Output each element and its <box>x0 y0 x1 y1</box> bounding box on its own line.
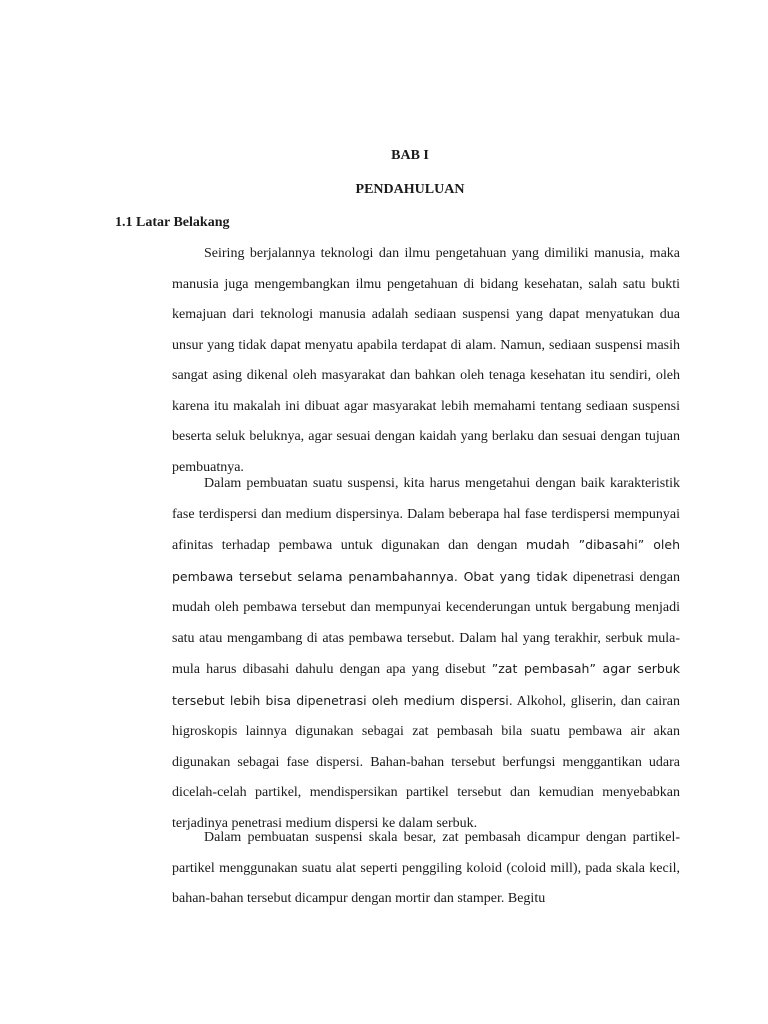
paragraph-2-part-a: Dalam pembuatan suatu suspensi, kita harus mengetahui dengan baik karakteristik fase terdispersi dan medium dispersinya. Dalam beberapa hal fase terdispersi mempunyai afinitas terhadap pembawa untuk digunakan dan dengan <box>172 476 680 553</box>
paragraph-2-part-c: dipenetrasi dengan mudah oleh pembawa tersebut dan mempunyai kecenderungan untuk bergabung menjadi satu atau mengambang di atas pembawa tersebut. Dalam hal yang terakhir, serbuk mula-mula harus dibasahi dahulu dengan apa yang disebut <box>172 569 680 677</box>
paragraph-1: Seiring berjalannya teknologi dan ilmu pengetahuan yang dimiliki manusia, maka manusia juga mengembangkan ilmu pengetahuan di bidang kesehatan, salah satu bukti kemajuan dari teknologi manusia adalah sediaan suspensi yang dapat menyatukan dua unsur yang tidak dapat menyatu apabila terdapat di alam. Namun, sediaan suspensi masih sangat asing dikenal oleh masyarakat dan bahkan oleh tenaga kesehatan itu sendiri, oleh karena itu makalah ini dibuat agar masyarakat lebih memahami tentang sediaan suspensi beserta seluk beluknya, agar sesuai dengan kaidah yang berlaku dan sesuai dengan tujuan pembuatnya. <box>172 246 680 475</box>
paragraph-2-part-d: ”zat pembasah” agar serbuk tersebut lebih bisa dipenetrasi oleh medium dispersi. <box>172 661 680 708</box>
paragraph-2 <box>172 469 680 839</box>
paragraph-2-part-b: mudah ”dibasahi” oleh pembawa tersebut selama penambahannya. Obat yang tidak <box>172 537 680 584</box>
chapter-title: PENDAHULUAN <box>355 182 465 197</box>
chapter-label: BAB I <box>391 148 429 163</box>
paragraph-2-part-e: Alkohol, gliserin, dan cairan higroskopis lainnya digunakan sebagai zat pembasah bila suatu pembawa air akan digunakan sebagai fase dispersi. Bahan-bahan tersebut berfungsi menggantikan udara dicelah-celah partikel, mendispersikan partikel tersebut dan kemudian menyebabkan terjadinya penetrasi medium dispersi ke dalam serbuk. <box>172 693 680 831</box>
paragraph-3: Dalam pembuatan suspensi skala besar, zat pembasah dicampur dengan partikel-partikel menggunakan suatu alat seperti penggiling koloid (coloid mill), pada skala kecil, bahan-bahan tersebut dicampur dengan mortir dan stamper. Begitu <box>172 830 680 906</box>
section-heading: 1.1 Latar Belakang <box>115 215 230 230</box>
